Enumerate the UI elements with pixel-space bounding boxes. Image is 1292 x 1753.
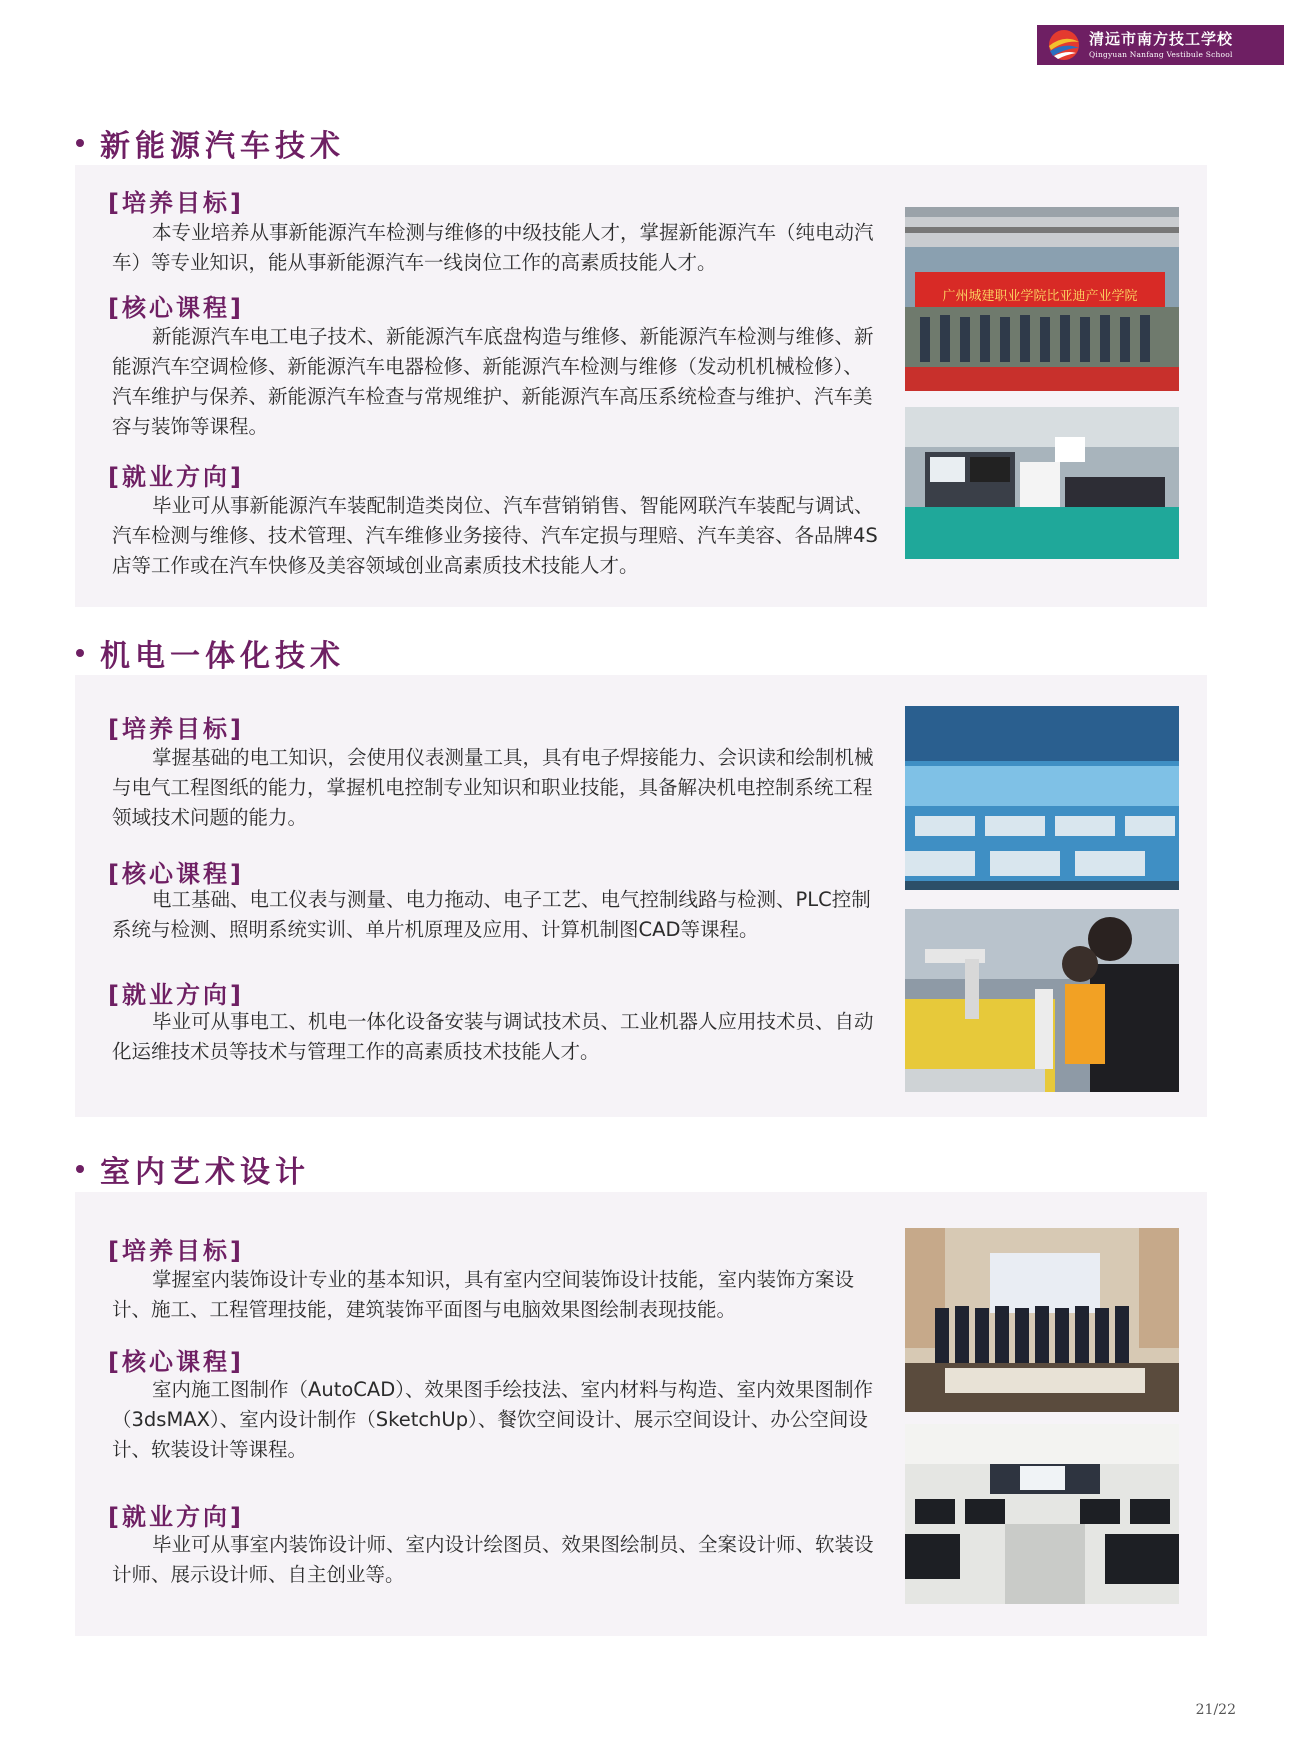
goal-paragraph: 本专业培养从事新能源汽车检测与维修的中级技能人才，掌握新能源汽车（纯电动汽车）等专业知识，能从事新能源汽车一线岗位工作的高素质技能人才。 (112, 221, 874, 274)
section-title-text: 室内艺术设计 (100, 1155, 310, 1190)
course-heading: [核心课程] (108, 860, 244, 888)
job-paragraph: 毕业可从事新能源汽车装配制造类岗位、汽车营销销售、智能网联汽车装配与调试、汽车检测与维修、技术管理、汽车维修业务接待、汽车定损与理赔、汽车美容、各品牌4S店等工作或在汽车快修及美容领域创业高素质技术技能人才。 (112, 494, 878, 577)
school-logo (1037, 25, 1284, 65)
photo-computer-classroom (905, 1424, 1179, 1604)
bullet-icon (76, 649, 84, 657)
course-paragraph: 电工基础、电工仪表与测量、电力拖动、电子工艺、电气控制线路与检测、PLC控制系统与检测、照明系统实训、单片机原理及应用、计算机制图CAD等课程。 (112, 888, 871, 941)
job-heading: [就业方向] (108, 463, 244, 491)
job-heading: [就业方向] (108, 981, 244, 1009)
goal-paragraph: 掌握室内装饰设计专业的基本知识，具有室内空间装饰设计技能，室内装饰方案设计、施工、工程管理技能，建筑装饰平面图与电脑效果图绘制表现技能。 (112, 1268, 855, 1321)
banner-text: 广州城建职业学院比亚迪产业学院 (942, 289, 1138, 304)
page-number: 21/22 (1195, 1702, 1236, 1718)
goal-paragraph: 掌握基础的电工知识，会使用仪表测量工具，具有电子焊接能力、会识读和绘制机械与电气工程图纸的能力，掌握机电控制专业知识和职业技能，具备解决机电控制系统工程领域技术问题的能力。 (112, 746, 874, 829)
course-heading: [核心课程] (108, 1348, 244, 1376)
section-title (76, 1147, 310, 1191)
section-title (76, 631, 345, 675)
photo-ceremony (905, 207, 1179, 391)
job-paragraph: 毕业可从事电工、机电一体化设备安装与调试技术员、工业机器人应用技术员、自动化运维技术员等技术与管理工作的高素质技术技能人才。 (112, 1010, 874, 1063)
section-title (76, 121, 345, 165)
goal-heading: [培养目标] (108, 1237, 244, 1265)
goal-heading: [培养目标] (108, 715, 244, 743)
job-paragraph: 毕业可从事室内装饰设计师、室内设计绘图员、效果图绘制员、全案设计师、软装设计师、展示设计师、自主创业等。 (112, 1533, 874, 1586)
job-heading: [就业方向] (108, 1503, 244, 1531)
bullet-icon (76, 1165, 84, 1173)
section-title-text: 机电一体化技术 (100, 639, 345, 674)
course-paragraph: 新能源汽车电工电子技术、新能源汽车底盘构造与维修、新能源汽车检测与维修、新能源汽车空调检修、新能源汽车电器检修、新能源汽车检测与维修（发动机机械检修）、汽车维护与保养、新能源汽车检查与常规维护、新能源汽车高压系统检查与维护、汽车美容与装饰等课程。 (112, 325, 874, 438)
photo-robot-training (905, 909, 1179, 1092)
photo-ev-workshop (905, 407, 1179, 559)
photo-lab (905, 706, 1179, 890)
goal-heading: [培养目标] (108, 189, 244, 217)
school-name: 清远市南方技工学校 (1089, 29, 1234, 48)
photo-award-meeting (905, 1228, 1179, 1412)
section-title-text: 新能源汽车技术 (100, 129, 345, 164)
school-emblem-icon (1045, 28, 1083, 62)
course-heading: [核心课程] (108, 294, 244, 322)
course-paragraph: 室内施工图制作（AutoCAD）、效果图手绘技法、室内材料与构造、室内效果图制作（3dsMAX）、室内设计制作（SketchUp）、餐饮空间设计、展示空间设计、办公空间设计、软装设计等课程。 (112, 1378, 873, 1461)
bullet-icon (76, 139, 84, 147)
school-name-en: Qingyuan Nanfang Vestibule School (1089, 49, 1233, 59)
